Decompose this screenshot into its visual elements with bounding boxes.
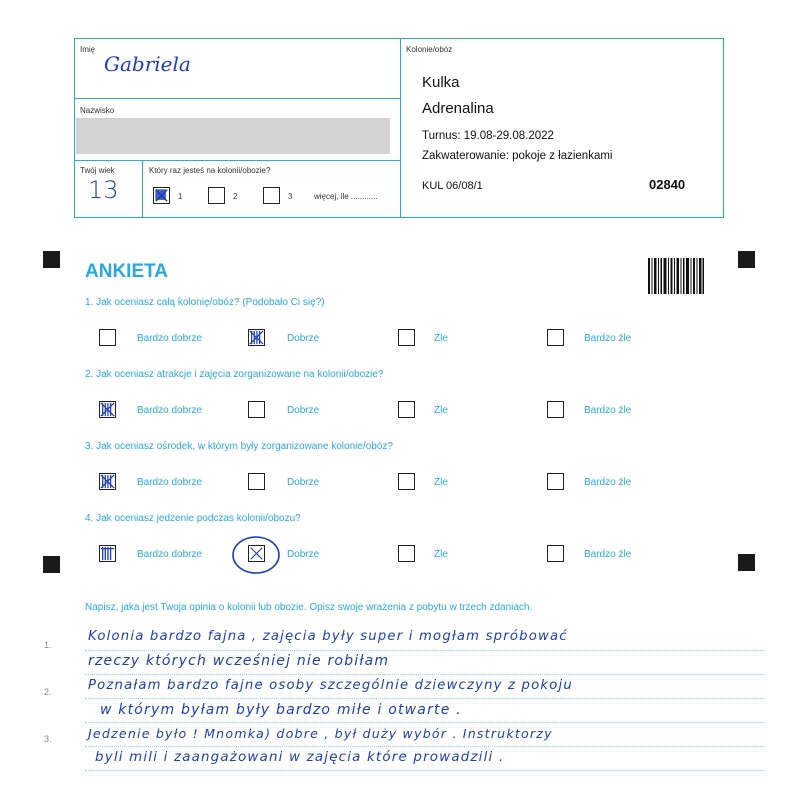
q2-very-bad-label: Bardzo źle bbox=[584, 405, 632, 416]
age-value[interactable]: 13 bbox=[88, 176, 119, 204]
handwritten-answer-line[interactable]: Poznałam bardzo fajne osoby szczególnie dziewczyny z pokoju bbox=[88, 678, 573, 693]
times-option-3-checkbox[interactable] bbox=[263, 187, 280, 204]
q3-very-good-label: Bardzo dobrze bbox=[137, 477, 203, 488]
writing-line bbox=[85, 722, 765, 723]
writing-line bbox=[85, 746, 765, 747]
handwritten-answer-line[interactable]: w którym byłam były bardzo miłe i otwarte . bbox=[100, 702, 462, 718]
q2-bad-checkbox[interactable] bbox=[398, 401, 415, 418]
q1-good-checkbox[interactable] bbox=[248, 329, 265, 346]
surname-label: Nazwisko bbox=[80, 106, 115, 115]
opinion-prompt: Napisz, jaka jest Twoja opinia o kolonii lub obozie. Opisz swoje wrażenia z pobytu w trzech zdaniach. bbox=[85, 602, 533, 613]
q1-very-good-label: Bardzo dobrze bbox=[137, 333, 203, 344]
question-3-text: 3. Jak oceniasz ośrodek, w którym były zorganizowane kolonie/obóz? bbox=[85, 441, 393, 452]
q4-bad-checkbox[interactable] bbox=[398, 545, 415, 562]
survey-title: ANKIETA bbox=[85, 261, 169, 282]
question-2-text: 2. Jak oceniasz atrakcje i zajęcia zorganizowane na kolonii/obozie? bbox=[85, 369, 384, 380]
question-1-text: 1. Jak oceniasz całą kolonię/obóz? (Podobało Ci się?) bbox=[85, 297, 325, 308]
q3-very-bad-label: Bardzo źle bbox=[584, 477, 632, 488]
registration-mark-top-right bbox=[738, 251, 755, 268]
writing-line bbox=[85, 770, 765, 771]
times-option-2-checkbox[interactable] bbox=[208, 187, 225, 204]
q1-good-label: Dobrze bbox=[287, 333, 320, 344]
q4-very-good-label: Bardzo dobrze bbox=[137, 549, 203, 560]
q1-bad-label: Źle bbox=[434, 333, 448, 344]
name-value[interactable]: Gabriela bbox=[104, 52, 191, 76]
handwritten-answer-line[interactable]: Kolonia bardzo fajna , zajęcia były super i mogłam spróbować bbox=[88, 629, 568, 644]
registration-mark-top-left bbox=[43, 251, 60, 268]
times-option-1-checkbox[interactable] bbox=[153, 187, 170, 204]
line-number-2: 2. bbox=[44, 687, 52, 697]
q3-bad-checkbox[interactable] bbox=[398, 473, 415, 490]
q2-very-bad-checkbox[interactable] bbox=[547, 401, 564, 418]
handwritten-answer-line[interactable]: rzeczy których wcześniej nie robiłam bbox=[88, 653, 390, 669]
form-number: 02840 bbox=[649, 177, 686, 192]
times-option-3-label: 3 bbox=[288, 192, 293, 201]
age-label: Twój wiek bbox=[80, 166, 115, 175]
q4-good-circle-mark bbox=[230, 535, 282, 577]
surname-redaction bbox=[76, 118, 390, 154]
name-divider bbox=[74, 98, 401, 99]
handwritten-answer-line[interactable]: byli mili i zaangażowani w zajęcia które prowadzili . bbox=[95, 750, 505, 765]
q2-bad-label: Źle bbox=[434, 405, 448, 416]
line-number-1: 1. bbox=[44, 640, 52, 650]
line-number-3: 3. bbox=[44, 734, 52, 744]
times-label: Który raz jesteś na kolonii/obozie? bbox=[149, 166, 271, 175]
turnus-text: Turnus: 19.08-29.08.2022 bbox=[422, 130, 554, 142]
age-divider-h bbox=[74, 160, 401, 161]
age-divider-v bbox=[142, 160, 143, 218]
camp-code: KUL 06/08/1 bbox=[422, 180, 483, 192]
q4-very-good-checkbox[interactable] bbox=[99, 545, 116, 562]
q2-good-label: Dobrze bbox=[287, 405, 320, 416]
times-option-1-label: 1 bbox=[178, 192, 183, 201]
handwritten-answer-line[interactable]: Jedzenie było ! Mnomka) dobre , był duży wybór . Instruktorzy bbox=[88, 726, 553, 741]
q4-very-bad-label: Bardzo źle bbox=[584, 549, 632, 560]
q1-very-good-checkbox[interactable] bbox=[99, 329, 116, 346]
camp-name-1: Kulka bbox=[422, 74, 460, 91]
q4-good-label: Dobrze bbox=[287, 549, 320, 560]
times-more-label: więcej, ile ............ bbox=[314, 192, 378, 201]
accommodation-text: Zakwaterowanie: pokoje z łazienkami bbox=[422, 150, 613, 162]
q1-bad-checkbox[interactable] bbox=[398, 329, 415, 346]
q2-very-good-checkbox[interactable] bbox=[99, 401, 116, 418]
q3-bad-label: Źle bbox=[434, 477, 448, 488]
camp-name-2: Adrenalina bbox=[422, 100, 494, 117]
q1-very-bad-checkbox[interactable] bbox=[547, 329, 564, 346]
question-4-text: 4. Jak oceniasz jedzenie podczas kolonii/obozu? bbox=[85, 513, 301, 524]
registration-mark-bottom-left bbox=[43, 556, 60, 573]
writing-line bbox=[85, 650, 765, 651]
name-label: Imię bbox=[80, 45, 96, 54]
q3-good-checkbox[interactable] bbox=[248, 473, 265, 490]
barcode bbox=[648, 258, 704, 294]
q4-bad-label: Źle bbox=[434, 549, 448, 560]
registration-mark-bottom-right bbox=[738, 554, 755, 571]
q2-very-good-label: Bardzo dobrze bbox=[137, 405, 203, 416]
q1-very-bad-label: Bardzo źle bbox=[584, 333, 632, 344]
q3-good-label: Dobrze bbox=[287, 477, 320, 488]
q3-very-bad-checkbox[interactable] bbox=[547, 473, 564, 490]
writing-line bbox=[85, 674, 765, 675]
q3-very-good-checkbox[interactable] bbox=[99, 473, 116, 490]
times-option-2-label: 2 bbox=[233, 192, 238, 201]
camp-label: Kolonie/obóz bbox=[406, 45, 453, 54]
writing-line bbox=[85, 698, 765, 699]
q4-very-bad-checkbox[interactable] bbox=[547, 545, 564, 562]
q2-good-checkbox[interactable] bbox=[248, 401, 265, 418]
